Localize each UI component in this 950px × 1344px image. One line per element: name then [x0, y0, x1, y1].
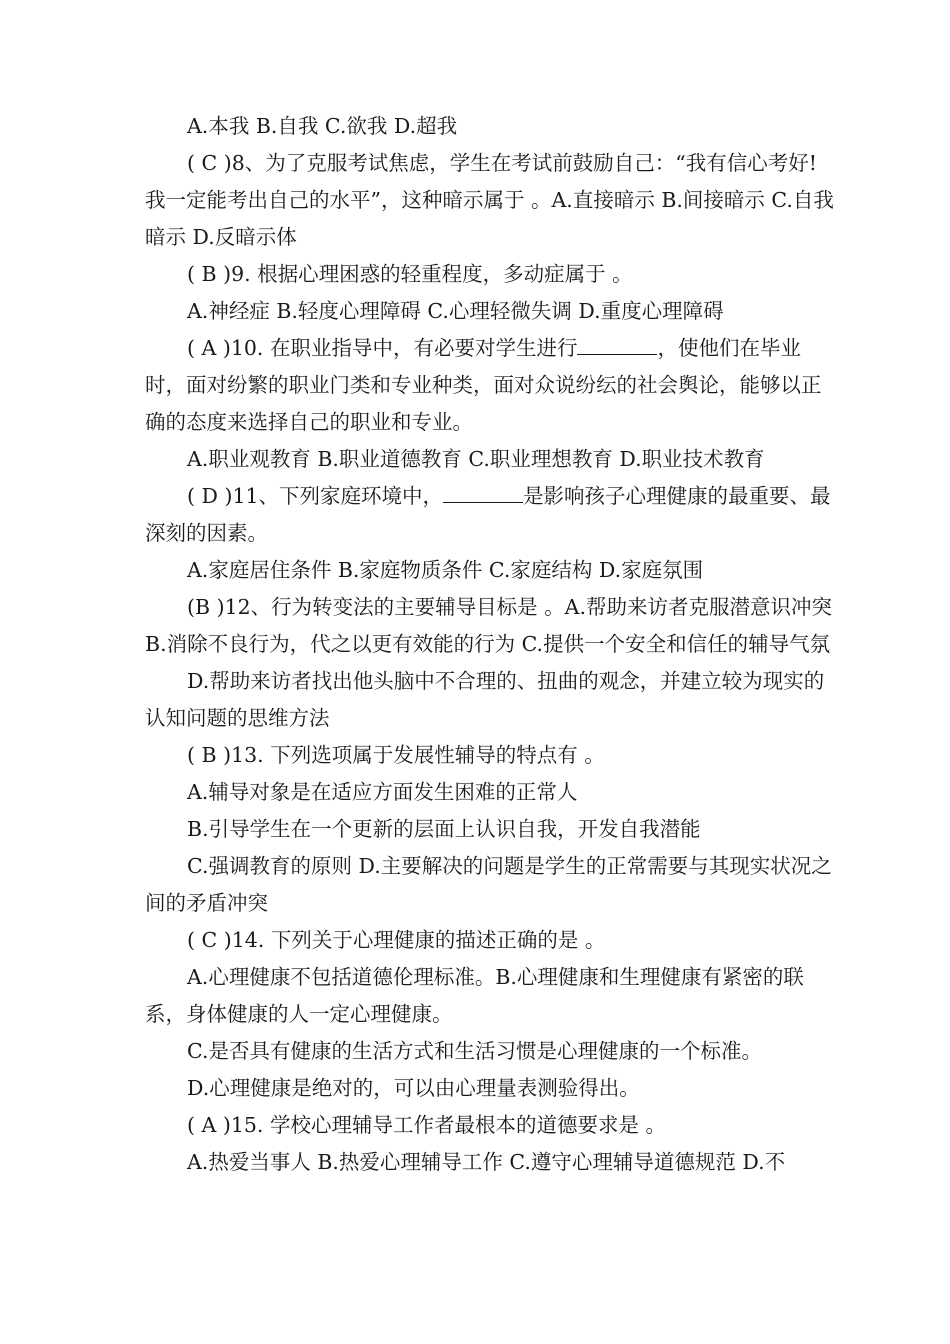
- question-10: [145, 330, 835, 441]
- option-q13-cd: C.强调教育的原则 D.主要解决的问题是学生的正常需要与其现实状况之间的矛盾冲突: [145, 854, 832, 915]
- document-body: [145, 108, 835, 1181]
- question-11-text-before: ( D )11、下列家庭环境中，: [187, 484, 444, 508]
- question-15: ( A )15. 学校心理辅导工作者最根本的道德要求是 。: [187, 1113, 666, 1137]
- fill-blank-line: [443, 480, 523, 503]
- question-10-text-before: ( A )10. 在职业指导中，有必要对学生进行: [187, 336, 578, 360]
- question-9: ( B )9. 根据心理困惑的轻重程度，多动症属于 。: [187, 262, 633, 286]
- question-11-text-after: 是影响孩子心理健康的最重要、最深刻的因素。: [145, 484, 831, 545]
- question-13: ( B )13. 下列选项属于发展性辅导的特点有 。: [187, 743, 605, 767]
- option-q12-d: D.帮助来访者找出他头脑中不合理的、扭曲的观念，并建立较为现实的认知问题的思维方法: [145, 669, 825, 730]
- fill-blank-line: [577, 332, 657, 355]
- options-q7: A.本我 B.自我 C.欲我 D.超我: [187, 114, 458, 138]
- options-q11: A.家庭居住条件 B.家庭物质条件 C.家庭结构 D.家庭氛围: [187, 558, 704, 582]
- question-8: ( C )8、为了克服考试焦虑，学生在考试前鼓励自己：“我有信心考好!我一定能考出自己的水平”，这种暗示属于 。A.直接暗示 B.间接暗示 C.自我暗示 D.反暗示体: [145, 151, 834, 249]
- option-q13-a: A.辅导对象是在适应方面发生困难的正常人: [187, 780, 578, 804]
- question-10-text-after: ，使他们在毕业时，面对纷繁的职业门类和专业种类，面对众说纷纭的社会舆论，能够以正确的态度来选择自己的职业和专业。: [145, 336, 822, 434]
- options-q15: A.热爱当事人 B.热爱心理辅导工作 C.遵守心理辅导道德规范 D.不: [187, 1150, 786, 1174]
- question-11: [145, 478, 835, 552]
- option-q14-d: D.心理健康是绝对的，可以由心理量表测验得出。: [187, 1076, 640, 1100]
- options-q9: A.神经症 B.轻度心理障碍 C.心理轻微失调 D.重度心理障碍: [187, 299, 724, 323]
- option-q14-c: C.是否具有健康的生活方式和生活习惯是心理健康的一个标准。: [187, 1039, 762, 1063]
- question-14: ( C )14. 下列关于心理健康的描述正确的是 。: [187, 928, 606, 952]
- question-12: (B )12、行为转变法的主要辅导目标是 。A.帮助来访者克服潜意识冲突 B.消除不良行为，代之以更有效能的行为 C.提供一个安全和信任的辅导气氛: [145, 595, 832, 656]
- option-q14-ab: A.心理健康不包括道德伦理标准。B.心理健康和生理健康有紧密的联系，身体健康的人一定心理健康。: [145, 965, 804, 1026]
- option-q13-b: B.引导学生在一个更新的层面上认识自我，开发自我潜能: [187, 817, 701, 841]
- options-q10: A.职业观教育 B.职业道德教育 C.职业理想教育 D.职业技术教育: [187, 447, 765, 471]
